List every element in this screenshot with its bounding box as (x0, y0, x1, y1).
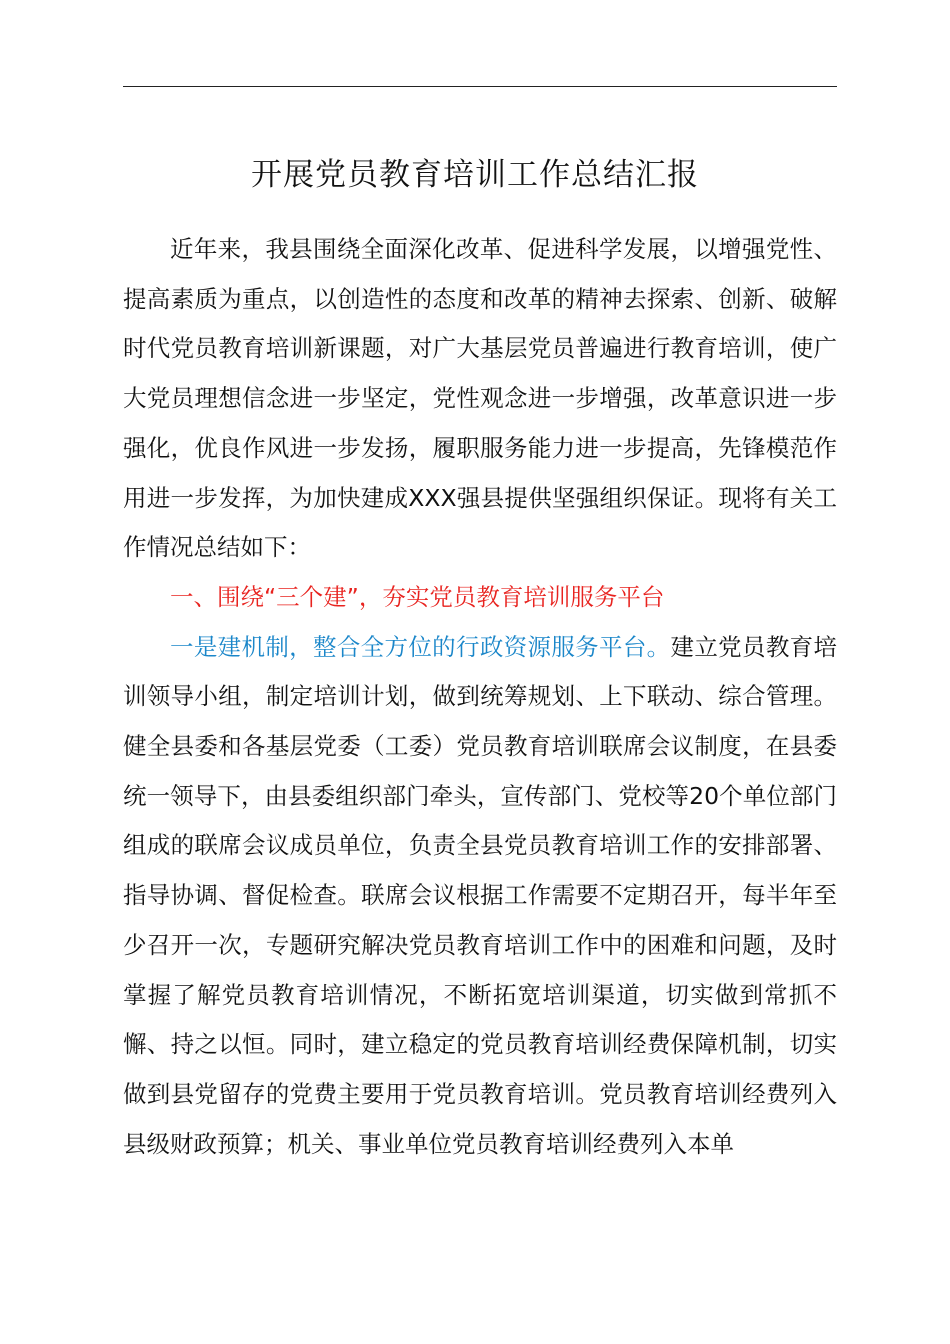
point-lead: 一是建机制，整合全方位的行政资源服务平台。 (170, 632, 671, 661)
section-heading: 一、围绕“三个建”，夯实党员教育培训服务平台 (170, 582, 665, 611)
document-body (123, 225, 837, 1169)
header-rule (123, 86, 837, 87)
point-body: 建立党员教育培训领导小组，制定培训计划，做到统筹规划、上下联动、综合管理。健全县委和各基层党委（工委）党员教育培训联席会议制度，在县委统一领导下，由县委组织部门牵头，宣传部门、党校等20个单位部门组成的联席会议成员单位，负责全县党员教育培训工作的安排部署、指导协调、督促检查。联席会议根据工作需要不定期召开，每半年至少召开一次，专题研究解决党员教育培训工作中的困难和问题，及时掌握了解党员教育培训情况，不断拓宽培训渠道，切实做到常抓不懈、持之以恒。同时，建立稳定的党员教育培训经费保障机制，切实做到县党留存的党费主要用于党员教育培训。党员教育培训经费列入县级财政预算；机关、事业单位党员教育培训经费列入本单 (123, 632, 837, 1158)
intro-paragraph: 近年来，我县围绕全面深化改革、促进科学发展，以增强党性、提高素质为重点，以创造性的态度和改革的精神去探索、创新、破解时代党员教育培训新课题，对广大基层党员普遍进行教育培训，使广大党员理想信念进一步坚定，党性观念进一步增强，改革意识进一步强化，优良作风进一步发扬，履职服务能力进一步提高，先锋模范作用进一步发挥，为加快建成XXX强县提供坚强组织保证。现将有关工作情况总结如下： (123, 235, 837, 562)
point-paragraph (123, 623, 837, 1170)
document-title: 开展党员教育培训工作总结汇报 (251, 157, 699, 193)
